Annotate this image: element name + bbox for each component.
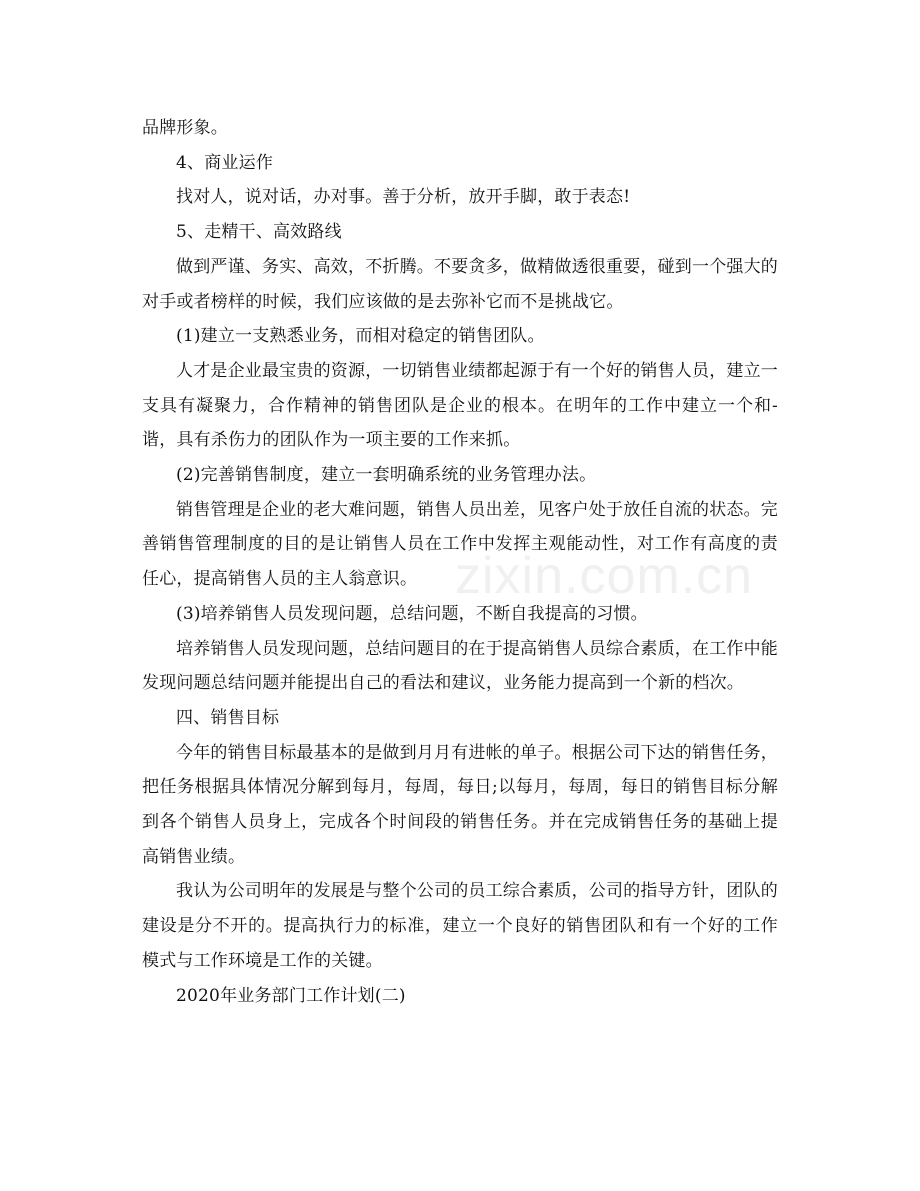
heading-business-operation: 4、商业运作: [176, 152, 274, 173]
paragraph-sales-management: 销售管理是企业的老大难问题，销售人员出差，见客户处于放任自流的状态。完善销售管理制度的目的是让销售人员在工作中发挥主观能动性，对工作有高度的责任心，提高销售人员的主人翁意识。: [142, 499, 778, 590]
subheading-sales-system: (2)完善销售制度，建立一套明确系统的业务管理办法。: [176, 465, 597, 486]
paragraph-company-development: 我认为公司明年的发展是与整个公司的员工综合素质，公司的指导方针，团队的建设是分不开的。提高执行力的标准，建立一个良好的销售团队和有一个好的工作模式与工作环境是工作的关键。: [142, 881, 778, 971]
subheading-problem-habits: (3)培养销售人员发现问题，总结问题，不断自我提高的习惯。: [176, 603, 648, 624]
heading-efficient-route: 5、走精干、高效路线: [176, 222, 342, 243]
heading-plan-part-two: 2020年业务部门工作计划(二): [176, 985, 406, 1006]
watermark: zixin.com.cn: [455, 547, 754, 605]
paragraph-talent-resource: 人才是企业最宝贵的资源，一切销售业绩都起源于有一个好的销售人员，建立一支具有凝聚力，合作精神的销售团队是企业的根本。在明年的工作中建立一个和-谐，具有杀伤力的团队作为一项主要的工作来抓。: [142, 360, 778, 451]
paragraph-annual-target: 今年的销售目标最基本的是做到月月有进帐的单子。根据公司下达的销售任务，把任务根据具体情况分解到每月，每周，每日;以每月，每周，每日的销售目标分解到各个销售人员身上，完成各个时间段的销售任务。并在完成销售任务的基础上提高销售业绩。: [142, 742, 778, 867]
paragraph-training-staff: 培养销售人员发现问题，总结问题目的在于提高销售人员综合素质，在工作中能发现问题总结问题并能提出自己的看法和建议，业务能力提高到一个新的档次。: [142, 638, 778, 694]
subheading-sales-team: (1)建立一支熟悉业务，而相对稳定的销售团队。: [176, 326, 545, 347]
document-body: [142, 111, 778, 1013]
paragraph-rigorous-practical: 做到严谨、务实、高效，不折腾。不要贪多，做精做透很重要，碰到一个强大的对手或者榜样的时候，我们应该做的是去弥补它而不是挑战它。: [142, 256, 778, 312]
paragraph-brand-image: 品牌形象。: [142, 118, 228, 138]
paragraph-right-people: 找对人，说对话，办对事。善于分析，放开手脚，敢于表态!: [176, 187, 631, 208]
heading-sales-targets: 四、销售目标: [176, 707, 280, 728]
